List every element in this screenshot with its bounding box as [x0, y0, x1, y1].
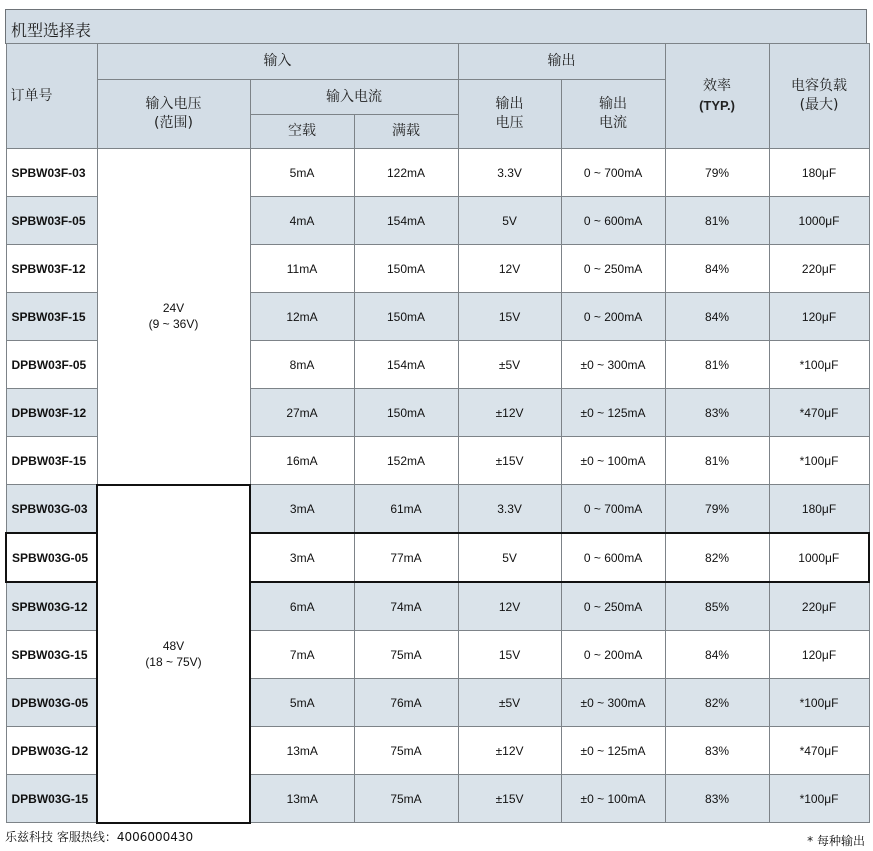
full-load-current: 75mA [354, 775, 458, 823]
efficiency: 84% [665, 631, 769, 679]
header-input-current: 输入电流 [250, 80, 458, 115]
header-vout-a: 输出 [495, 96, 524, 112]
model-number: SPBW03G-12 [6, 582, 97, 631]
efficiency: 81% [665, 341, 769, 389]
efficiency: 83% [665, 389, 769, 437]
full-load-current: 75mA [354, 727, 458, 775]
no-load-current: 5mA [250, 149, 354, 197]
table-body [6, 149, 869, 823]
header-no-load: 空载 [250, 115, 354, 149]
output-voltage: ±5V [458, 679, 561, 727]
output-current: ±0 ~ 100mA [561, 775, 665, 823]
full-load-current: 77mA [354, 533, 458, 582]
model-number: DPBW03G-05 [6, 679, 97, 727]
header-output-current [561, 80, 665, 149]
efficiency: 81% [665, 437, 769, 485]
no-load-current: 13mA [250, 727, 354, 775]
efficiency: 84% [665, 245, 769, 293]
input-voltage-range: (9 ~ 36V) [148, 317, 199, 332]
header-efficiency [665, 44, 769, 149]
table-row [6, 485, 869, 534]
header-cap-label: 电容负载 [791, 78, 848, 94]
output-voltage: 12V [458, 245, 561, 293]
header-vin-label: 输入电压 [145, 96, 202, 112]
no-load-current: 11mA [250, 245, 354, 293]
model-number: SPBW03F-15 [6, 293, 97, 341]
output-voltage: ±15V [458, 437, 561, 485]
output-voltage: ±12V [458, 389, 561, 437]
model-number: SPBW03G-03 [6, 485, 97, 534]
full-load-current: 152mA [354, 437, 458, 485]
output-current: 0 ~ 600mA [561, 533, 665, 582]
efficiency: 83% [665, 727, 769, 775]
capacitive-load: 120μF [769, 631, 869, 679]
output-current: ±0 ~ 300mA [561, 679, 665, 727]
footer-note: * 每种输出 [807, 834, 865, 848]
output-voltage: 5V [458, 197, 561, 245]
no-load-current: 3mA [250, 533, 354, 582]
table-row [6, 149, 869, 197]
input-voltage-group [97, 149, 250, 485]
header-capacitive-load [769, 44, 869, 149]
output-voltage: ±15V [458, 775, 561, 823]
model-selection-table [5, 43, 870, 824]
header-input-voltage [97, 80, 250, 149]
efficiency: 81% [665, 197, 769, 245]
no-load-current: 7mA [250, 631, 354, 679]
full-load-current: 150mA [354, 389, 458, 437]
input-voltage-nominal: 24V [162, 301, 185, 316]
output-current: ±0 ~ 300mA [561, 341, 665, 389]
efficiency: 79% [665, 485, 769, 534]
no-load-current: 5mA [250, 679, 354, 727]
no-load-current: 3mA [250, 485, 354, 534]
header-efficiency-sub: (TYP.) [699, 98, 735, 113]
efficiency: 82% [665, 679, 769, 727]
capacitive-load: 220μF [769, 582, 869, 631]
input-voltage-group [97, 485, 250, 823]
header-vout-b: 电压 [495, 115, 524, 131]
capacitive-load: 220μF [769, 245, 869, 293]
header-cap-sub: (最大) [799, 97, 839, 113]
capacitive-load: 180μF [769, 485, 869, 534]
model-number: DPBW03G-12 [6, 727, 97, 775]
no-load-current: 6mA [250, 582, 354, 631]
capacitive-load: *100μF [769, 437, 869, 485]
header-output: 输出 [458, 44, 665, 80]
output-current: ±0 ~ 100mA [561, 437, 665, 485]
table-title-bar [5, 9, 867, 44]
model-number: SPBW03F-03 [6, 149, 97, 197]
capacitive-load: *470μF [769, 389, 869, 437]
model-number: SPBW03F-05 [6, 197, 97, 245]
full-load-current: 150mA [354, 293, 458, 341]
output-voltage: 12V [458, 582, 561, 631]
efficiency: 79% [665, 149, 769, 197]
full-load-current: 122mA [354, 149, 458, 197]
header-input: 输入 [97, 44, 458, 80]
full-load-current: 154mA [354, 197, 458, 245]
full-load-current: 154mA [354, 341, 458, 389]
header-vin-sub: (范围) [154, 115, 193, 131]
capacitive-load: *100μF [769, 679, 869, 727]
output-current: ±0 ~ 125mA [561, 727, 665, 775]
efficiency: 84% [665, 293, 769, 341]
model-number: DPBW03F-15 [6, 437, 97, 485]
no-load-current: 8mA [250, 341, 354, 389]
output-current: 0 ~ 250mA [561, 582, 665, 631]
header-efficiency-label: 效率 [703, 78, 732, 94]
capacitive-load: *100μF [769, 775, 869, 823]
full-load-current: 61mA [354, 485, 458, 534]
output-current: 0 ~ 200mA [561, 293, 665, 341]
output-voltage: ±5V [458, 341, 561, 389]
output-current: ±0 ~ 125mA [561, 389, 665, 437]
input-voltage-range: (18 ~ 75V) [145, 654, 202, 669]
table-title: 机型选择表 [11, 21, 92, 40]
input-voltage-nominal: 48V [162, 638, 185, 653]
model-number: SPBW03F-12 [6, 245, 97, 293]
output-voltage: 15V [458, 631, 561, 679]
output-voltage: 3.3V [458, 149, 561, 197]
output-current: 0 ~ 200mA [561, 631, 665, 679]
model-number: SPBW03G-15 [6, 631, 97, 679]
header-order-number: 订单号 [6, 44, 97, 149]
capacitive-load: 1000μF [769, 533, 869, 582]
output-voltage: 15V [458, 293, 561, 341]
output-current: 0 ~ 600mA [561, 197, 665, 245]
header-iout-b: 电流 [599, 115, 628, 131]
efficiency: 83% [665, 775, 769, 823]
full-load-current: 76mA [354, 679, 458, 727]
output-voltage: 5V [458, 533, 561, 582]
capacitive-load: 1000μF [769, 197, 869, 245]
no-load-current: 27mA [250, 389, 354, 437]
output-current: 0 ~ 250mA [561, 245, 665, 293]
footer-hotline: 乐兹科技 客服热线：4006000430 [5, 830, 194, 844]
full-load-current: 74mA [354, 582, 458, 631]
capacitive-load: *100μF [769, 341, 869, 389]
no-load-current: 13mA [250, 775, 354, 823]
efficiency: 82% [665, 533, 769, 582]
output-voltage: ±12V [458, 727, 561, 775]
no-load-current: 4mA [250, 197, 354, 245]
efficiency: 85% [665, 582, 769, 631]
output-voltage: 3.3V [458, 485, 561, 534]
no-load-current: 12mA [250, 293, 354, 341]
header-iout-a: 输出 [599, 96, 628, 112]
model-number: DPBW03F-05 [6, 341, 97, 389]
full-load-current: 150mA [354, 245, 458, 293]
model-number: DPBW03G-15 [6, 775, 97, 823]
capacitive-load: 120μF [769, 293, 869, 341]
header-full-load: 满载 [354, 115, 458, 149]
model-number: DPBW03F-12 [6, 389, 97, 437]
full-load-current: 75mA [354, 631, 458, 679]
output-current: 0 ~ 700mA [561, 149, 665, 197]
capacitive-load: 180μF [769, 149, 869, 197]
no-load-current: 16mA [250, 437, 354, 485]
capacitive-load: *470μF [769, 727, 869, 775]
output-current: 0 ~ 700mA [561, 485, 665, 534]
header-output-voltage [458, 80, 561, 149]
model-number: SPBW03G-05 [6, 533, 97, 582]
